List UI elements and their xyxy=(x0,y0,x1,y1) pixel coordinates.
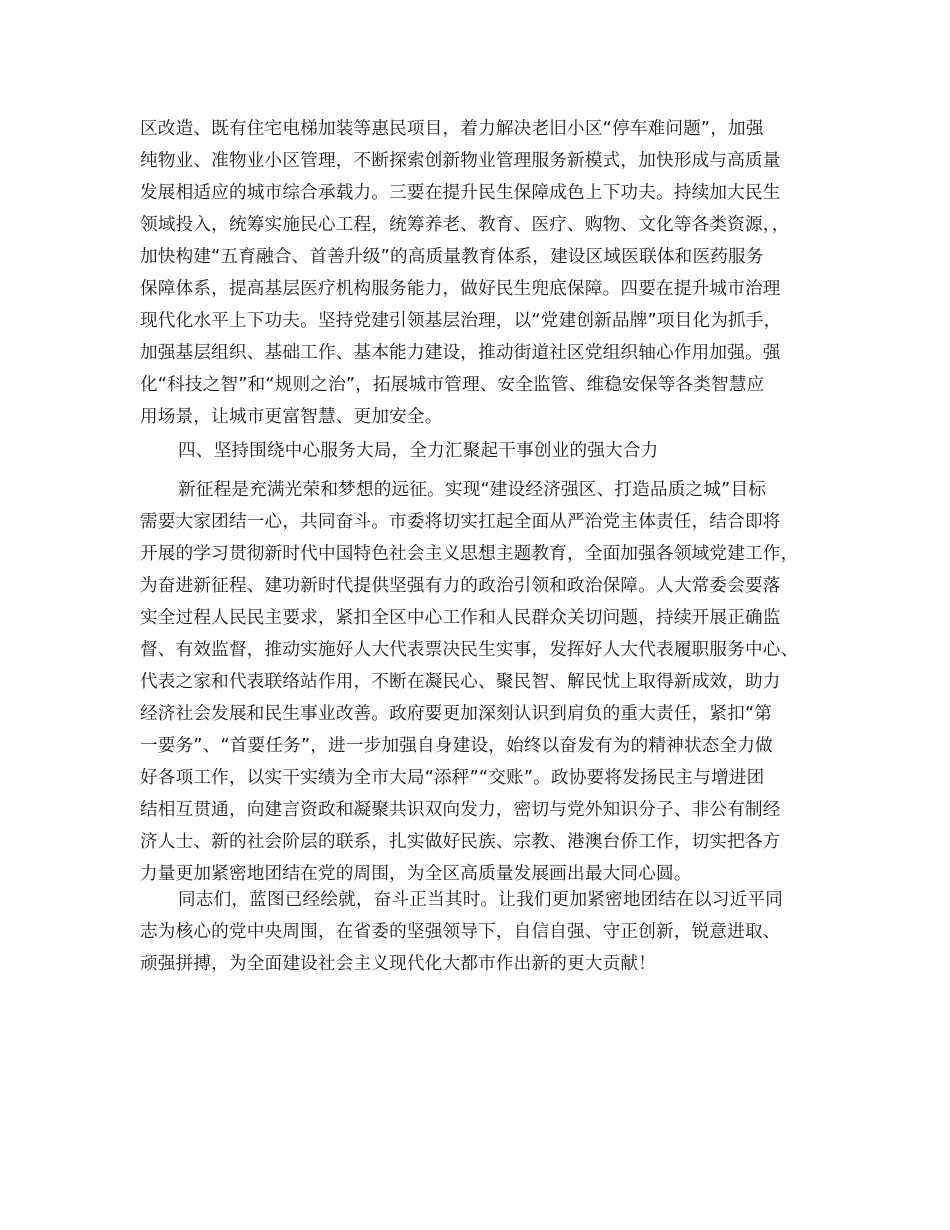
text-line: 力量更加紧密地团结在党的周围，为全区高质量发展画出最大同心圆。 xyxy=(140,864,692,884)
text-line: 化“科技之智”和“规则之治”，拓展城市管理、安全监管、维稳安保等各类智慧应 xyxy=(140,375,765,395)
text-line: 志为核心的党中央周围，在省委的坚强领导下，自信自强、守正创新，锐意进取、 xyxy=(140,922,781,942)
text-line: 新征程是充满光荣和梦想的远征。实现“建设经济强区、打造品质之城”目标 xyxy=(178,480,767,500)
text-line: 区改造、既有住宅电梯加装等惠民项目，着力解决老旧小区“停车难问题”，加强 xyxy=(140,119,764,139)
text-line: 现代化水平上下功夫。坚持党建引领基层治理，以“党建创新品牌”项目化为抓手， xyxy=(140,311,782,331)
text-line: 实全过程人民民主要求，紧扣全区中心工作和人民群众关切问题，持续开展正确监 xyxy=(140,608,781,628)
text-line: 加强基层组织、基础工作、基本能力建设，推动街道社区党组织轴心作用加强。强 xyxy=(140,343,781,363)
text-line: 顽强拼搏，为全面建设社会主义现代化大都市作出新的更大贡献！ xyxy=(140,954,657,974)
text-line: 济人士、新的社会阶层的联系，扎实做好民族、宗教、港澳台侨工作，切实把各方 xyxy=(140,832,781,852)
text-line: 保障体系，提高基层医疗机构服务能力，做好民生兜底保障。四要在提升城市治理 xyxy=(140,279,781,299)
paragraph-unity xyxy=(140,474,812,890)
text-line: 加快构建“五育融合、首善升级”的高质量教育体系，建设区域医联体和医药服务 xyxy=(140,247,764,267)
text-line: 督、有效监督，推动实施好人大代表票决民生实事，发挥好人大代表履职服务中心、 xyxy=(140,640,799,660)
text-line: 为奋进新征程、建功新时代提供坚强有力的政治引领和政治保障。人大常委会要落 xyxy=(140,576,781,596)
text-line: 开展的学习贯彻新时代中国特色社会主义思想主题教育，全面加强各领域党建工作， xyxy=(140,544,799,564)
text-line: 结相互贯通，向建言资政和凝聚共识双向发力，密切与党外知识分子、非公有制经 xyxy=(140,800,781,820)
paragraph-closing xyxy=(140,884,812,980)
text-line: 领域投入，统筹实施民心工程，统筹养老、教育、医疗、购物、文化等各类资源，， xyxy=(140,215,790,235)
text-line: 用场景，让城市更富智慧、更加安全。 xyxy=(140,407,443,427)
section-heading xyxy=(140,435,812,467)
paragraph-continuation xyxy=(140,113,812,433)
heading-text: 四、坚持围绕中心服务大局，全力汇聚起干事创业的强大合力 xyxy=(178,441,659,461)
text-line: 一要务”、“首要任务”，进一步加强自身建设，始终以奋发有为的精神状态全力做 xyxy=(140,736,773,756)
text-line: 好各项工作，以实干实绩为全市大局“添秤”“交账”。政协要将发扬民主与增进团 xyxy=(140,768,765,788)
text-line: 需要大家团结一心，共同奋斗。市委将切实扛起全面从严治党主体责任，结合即将 xyxy=(140,512,781,532)
text-line: 纯物业、准物业小区管理，不断探索创新物业管理服务新模式，加快形成与高质量 xyxy=(140,151,781,171)
text-line: 发展相适应的城市综合承载力。三要在提升民生保障成色上下功夫。持续加大民生 xyxy=(140,183,781,203)
text-line: 代表之家和代表联络站作用，不断在凝民心、聚民智、解民忧上取得新成效，助力 xyxy=(140,672,781,692)
text-line: 经济社会发展和民生事业改善。政府要更加深刻认识到肩负的重大责任，紧扣“第 xyxy=(140,704,773,724)
text-line: 同志们，蓝图已经绘就，奋斗正当其时。让我们更加紧密地团结在以习近平同 xyxy=(178,890,783,910)
